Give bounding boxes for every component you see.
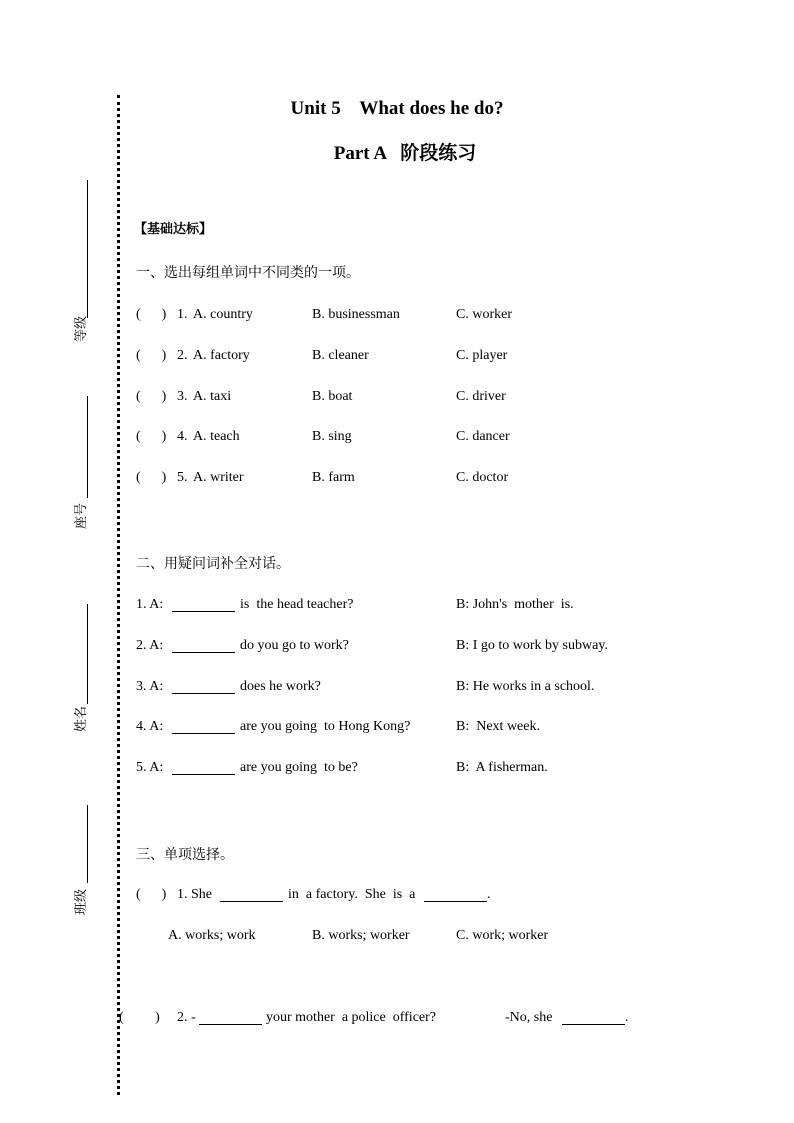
seat-underline [87, 396, 88, 498]
answer-blank[interactable] [172, 597, 235, 612]
answer-blank[interactable] [424, 887, 487, 902]
option-c: C. dancer [456, 429, 510, 444]
option-a: A. country [193, 307, 253, 322]
item-number: 1. [177, 307, 188, 322]
grade-label: 等级 [74, 315, 89, 342]
option-b: B. farm [312, 470, 355, 485]
question-part-1: 2. - [177, 1010, 196, 1025]
option-a: A. writer [193, 470, 244, 485]
option-b: B. cleaner [312, 348, 369, 363]
answer-text: B: Next week. [456, 719, 540, 734]
item-number: 3. [177, 389, 188, 404]
name-label: 姓名 [74, 705, 89, 732]
section3-heading: 三、单项选择。 [136, 847, 234, 863]
answer-paren[interactable]: ( ) [136, 307, 167, 322]
option-a: A. taxi [193, 389, 232, 404]
answer-paren[interactable]: ( ) [136, 470, 167, 485]
option-a: A. teach [193, 429, 240, 444]
section-tag: 【基础达标】 [134, 222, 213, 237]
answer-text: B: He works in a school. [456, 679, 595, 694]
answer-paren[interactable]: ( ) [119, 1010, 160, 1025]
answer-paren[interactable]: ( ) [136, 429, 167, 444]
question-text: does he work? [240, 679, 321, 694]
option-b: B. boat [312, 389, 353, 404]
question-text: are you going to Hong Kong? [240, 719, 411, 734]
option-c: C. worker [456, 307, 512, 322]
question-text: do you go to work? [240, 638, 349, 653]
option-c: C. doctor [456, 470, 509, 485]
option-c: C. driver [456, 389, 506, 404]
class-underline [87, 805, 88, 883]
question-part-1: 1. She [177, 887, 212, 902]
section1-heading: 一、选出每组单词中不同类的一项。 [136, 265, 360, 281]
question-text: is the head teacher? [240, 597, 354, 612]
item-number: 4. [177, 429, 188, 444]
answer-paren[interactable]: ( ) [136, 348, 167, 363]
question-part-3: . [487, 887, 491, 902]
answer-text: B: A fisherman. [456, 760, 548, 775]
question-prefix: 5. A: [136, 760, 164, 775]
name-underline [87, 604, 88, 704]
answer-blank[interactable] [172, 719, 235, 734]
answer-blank[interactable] [199, 1010, 262, 1025]
answer-blank[interactable] [172, 638, 235, 653]
question-prefix: 4. A: [136, 719, 164, 734]
answer-blank[interactable] [562, 1010, 625, 1025]
answer-suffix: . [625, 1010, 629, 1025]
answer-text: B: John's mother is. [456, 597, 574, 612]
option-a: A. factory [193, 348, 250, 363]
answer-prefix: -No, she [505, 1010, 553, 1025]
question-text: are you going to be? [240, 760, 358, 775]
binding-dotted-line [117, 95, 120, 1095]
seat-label: 座号 [74, 502, 89, 529]
class-label: 班级 [74, 888, 89, 915]
grade-underline [87, 180, 88, 318]
answer-blank[interactable] [220, 887, 283, 902]
item-number: 2. [177, 348, 188, 363]
option-c: C. work; worker [456, 928, 549, 943]
question-prefix: 1. A: [136, 597, 164, 612]
answer-paren[interactable]: ( ) [136, 389, 167, 404]
option-a: A. works; work [168, 928, 256, 943]
page-subtitle: Part A 阶段练习 [333, 143, 477, 164]
question-prefix: 3. A: [136, 679, 164, 694]
section2-heading: 二、用疑问词补全对话。 [136, 556, 290, 572]
page-title: Unit 5 What does he do? [290, 98, 504, 119]
question-part-2: your mother a police officer? [266, 1010, 437, 1025]
question-prefix: 2. A: [136, 638, 164, 653]
option-b: B. works; worker [312, 928, 410, 943]
question-part-2: in a factory. She is a [288, 887, 416, 902]
answer-paren[interactable]: ( ) [136, 887, 167, 902]
answer-blank[interactable] [172, 679, 235, 694]
option-c: C. player [456, 348, 508, 363]
answer-blank[interactable] [172, 760, 235, 775]
item-number: 5. [177, 470, 188, 485]
answer-text: B: I go to work by subway. [456, 638, 608, 653]
option-b: B. businessman [312, 307, 400, 322]
option-b: B. sing [312, 429, 352, 444]
